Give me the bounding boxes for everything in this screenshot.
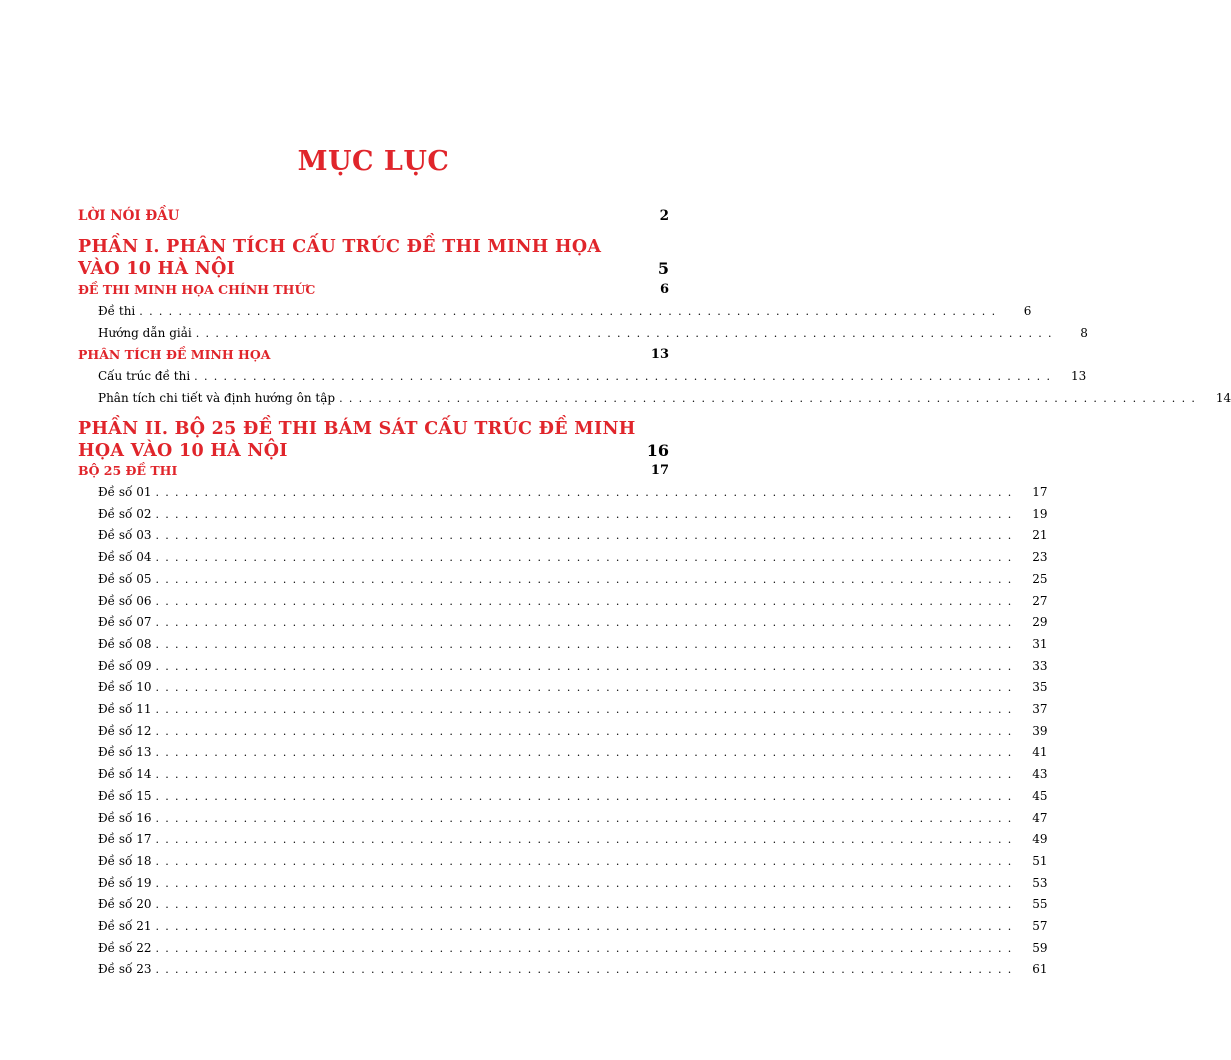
toc-entry-preface[interactable] <box>78 208 669 228</box>
toc-entry-exam[interactable] <box>98 940 1048 961</box>
toc-entry-exam[interactable] <box>98 832 1048 852</box>
toc-entry-exam[interactable] <box>98 550 1048 570</box>
toc-entry-exam[interactable] <box>98 702 1048 722</box>
toc-entry-exam[interactable] <box>98 615 1048 635</box>
toc-entry-label: Đề số 19 <box>98 875 152 890</box>
toc-entry-official-exam[interactable] <box>78 282 669 302</box>
toc-entry-exam[interactable] <box>98 506 1048 527</box>
leader-dots: ........................................................................................ <box>139 305 1002 318</box>
leader-dots: ........................................................................................ <box>155 529 1018 543</box>
toc-entry-label: Đề số 18 <box>98 853 152 868</box>
page-title: MỤC LỤC <box>297 146 450 177</box>
toc-entry-label: Đề số 14 <box>98 767 152 782</box>
toc-entry-label: Đề số 08 <box>98 636 152 651</box>
toc-entry-page: 51 <box>1032 853 1048 868</box>
leader-dots: ........................................................................................ <box>195 327 1058 340</box>
leader-dots: ........................................................................................ <box>155 724 1018 738</box>
toc-entry-label: Đề số 23 <box>98 962 152 977</box>
toc-entry-page: 17 <box>1032 485 1048 499</box>
toc-entry-label: Đề số 15 <box>98 788 152 803</box>
toc-entry-page: 8 <box>1080 326 1088 340</box>
leader-dots: ........................................................................................ <box>155 811 1018 825</box>
leader-dots: ........................................................................................ <box>155 768 1018 782</box>
toc-entry-page: 45 <box>1032 788 1048 803</box>
toc-entry-page: 33 <box>1032 658 1048 673</box>
leader-dots: ........................................................................................ <box>155 746 1018 760</box>
toc-entry-page: 37 <box>1032 702 1048 716</box>
toc-entry-page: 21 <box>1032 528 1048 543</box>
toc-entry-exam[interactable] <box>98 680 1048 700</box>
toc-entry-page: 5 <box>657 259 669 278</box>
toc-entry-part-2[interactable] <box>78 418 669 462</box>
leader-dots: ........................................................................................ <box>155 833 1018 847</box>
toc-entry-label: Đề số 21 <box>98 919 152 933</box>
toc-entry-page: 55 <box>1032 897 1048 912</box>
leader-dots: ........................................................................................ <box>194 370 1057 383</box>
toc-entry-exam[interactable] <box>98 658 1048 679</box>
toc-entry-page: 23 <box>1032 550 1048 565</box>
toc-entry-page: 17 <box>650 463 669 478</box>
leader-dots: ........................................................................................ <box>155 854 1018 868</box>
toc-entry-page: 2 <box>659 208 669 224</box>
toc-entry-label: Đề số 03 <box>98 528 152 543</box>
toc-entry-label: Đề số 13 <box>98 745 152 760</box>
toc-entry-label: Đề số 09 <box>98 658 152 673</box>
leader-dots: ........................................................................................ <box>155 507 1018 521</box>
leader-dots: ........................................................................................ <box>155 941 1018 955</box>
toc-entry-exam[interactable] <box>98 853 1048 874</box>
toc-entry-exam[interactable] <box>98 810 1048 831</box>
leader-dots: ........................................................................................ <box>339 392 1202 405</box>
toc-entry-label: Cấu trúc đề thi <box>98 369 191 383</box>
toc-entry-page: 16 <box>646 441 669 460</box>
leader-dots: ........................................................................................ <box>155 572 1018 586</box>
toc-entry-page: 14 <box>1215 391 1231 405</box>
toc-entry-exam[interactable] <box>98 767 1048 787</box>
toc-entry-part-1[interactable] <box>78 236 669 280</box>
leader-dots: ........................................................................................ <box>155 876 1018 890</box>
toc-entry-exam-structure[interactable] <box>98 369 1087 389</box>
toc-entry-label: Đề số 16 <box>98 810 152 825</box>
toc-entry-page: 27 <box>1032 593 1048 608</box>
leader-dots: ........................................................................................ <box>155 963 1018 977</box>
toc-entry-exam[interactable] <box>98 962 1048 982</box>
toc-entry-page: 13 <box>650 347 669 362</box>
toc-entry-label: LỜI NÓI ĐẦU <box>78 208 180 224</box>
toc-entry-exam[interactable] <box>98 788 1048 809</box>
toc-entry-label: Đề số 02 <box>98 506 152 521</box>
toc-entry-page: 47 <box>1032 810 1048 825</box>
toc-entry-exam[interactable] <box>98 875 1048 896</box>
toc-entry-label: PHẦN II. BỘ 25 ĐỀ THI BÁM SÁT CẤU TRÚC ĐỀ MINH HỌA VÀO 10 HÀ NỘI <box>78 419 636 461</box>
toc-entry-exam[interactable] <box>98 636 1048 657</box>
toc-entry-label: Đề số 22 <box>98 940 152 955</box>
toc-entry-exam[interactable] <box>98 919 1048 939</box>
toc-entry-label: Đề số 17 <box>98 832 152 847</box>
toc-entry-exam[interactable] <box>98 593 1048 614</box>
toc-entry-label: Đề số 05 <box>98 571 152 586</box>
toc-entry-label: Đề số 01 <box>98 485 152 499</box>
toc-entry-label: Đề số 12 <box>98 723 152 738</box>
toc-entry-page: 19 <box>1032 506 1048 521</box>
toc-entry-page: 25 <box>1032 571 1048 586</box>
toc-entry-exam-paper[interactable] <box>98 304 1032 324</box>
toc-entry-solution-guide[interactable] <box>98 326 1088 346</box>
toc-entry-exam-set[interactable] <box>78 463 669 483</box>
toc-entry-page: 59 <box>1032 940 1048 955</box>
toc-entry-exam[interactable] <box>98 897 1048 917</box>
leader-dots: ........................................................................................ <box>155 594 1018 608</box>
toc-entry-label: ĐỀ THI MINH HỌA CHÍNH THỨC <box>78 282 316 297</box>
toc-entry-page: 13 <box>1071 369 1087 383</box>
leader-dots: ........................................................................................ <box>155 637 1018 651</box>
toc-entry-label: Phân tích chi tiết và định hướng ôn tập <box>98 391 336 405</box>
toc-entry-exam[interactable] <box>98 571 1048 592</box>
leader-dots: ........................................................................................ <box>155 920 1018 933</box>
toc-entry-label: PHẦN I. PHÂN TÍCH CẤU TRÚC ĐỀ THI MINH HỌA VÀO 10 HÀ NỘI <box>78 237 602 279</box>
toc-entry-label: Đề thi <box>98 304 136 318</box>
leader-dots: ........................................................................................ <box>155 551 1018 565</box>
leader-dots: ........................................................................................ <box>155 789 1018 803</box>
toc-entry-label: Đề số 07 <box>98 615 152 630</box>
toc-entry-page: 39 <box>1032 723 1048 738</box>
leader-dots: ........................................................................................ <box>155 659 1018 673</box>
toc-entry-exam[interactable] <box>98 485 1048 505</box>
toc-entry-exam[interactable] <box>98 723 1048 744</box>
toc-entry-label: Hướng dẫn giải <box>98 326 192 340</box>
toc-entry-label: PHÂN TÍCH ĐỀ MINH HỌA <box>78 347 271 362</box>
toc-entry-page: 57 <box>1032 919 1048 933</box>
leader-dots: ........................................................................................ <box>155 703 1018 716</box>
toc-entry-label: Đề số 06 <box>98 593 152 608</box>
toc-entry-page: 41 <box>1032 745 1048 760</box>
leader-dots: ........................................................................................ <box>155 616 1018 630</box>
toc-entry-page: 35 <box>1032 680 1048 695</box>
toc-entry-page: 6 <box>659 282 669 297</box>
toc-entry-label: Đề số 20 <box>98 897 152 912</box>
leader-dots: ........................................................................................ <box>155 486 1018 499</box>
toc-entry-page: 29 <box>1032 615 1048 630</box>
toc-entry-page: 43 <box>1032 767 1048 782</box>
toc-entry-analysis[interactable] <box>78 347 669 367</box>
toc-entry-page: 53 <box>1032 875 1048 890</box>
toc-entry-page: 6 <box>1023 304 1032 318</box>
toc-entry-exam[interactable] <box>98 528 1048 548</box>
toc-entry-page: 49 <box>1032 832 1048 847</box>
toc-entry-detailed-analysis[interactable] <box>98 391 1231 411</box>
leader-dots: ........................................................................................ <box>155 681 1018 695</box>
leader-dots: ........................................................................................ <box>155 898 1018 912</box>
toc-entry-page: 61 <box>1032 962 1048 977</box>
toc-entry-exam[interactable] <box>98 745 1048 765</box>
toc-entry-label: Đề số 04 <box>98 550 152 565</box>
toc-entry-page: 31 <box>1032 636 1048 651</box>
toc-entry-label: BỘ 25 ĐỀ THI <box>78 463 178 478</box>
toc-entry-label: Đề số 10 <box>98 680 152 695</box>
toc-entry-label: Đề số 11 <box>98 702 152 716</box>
